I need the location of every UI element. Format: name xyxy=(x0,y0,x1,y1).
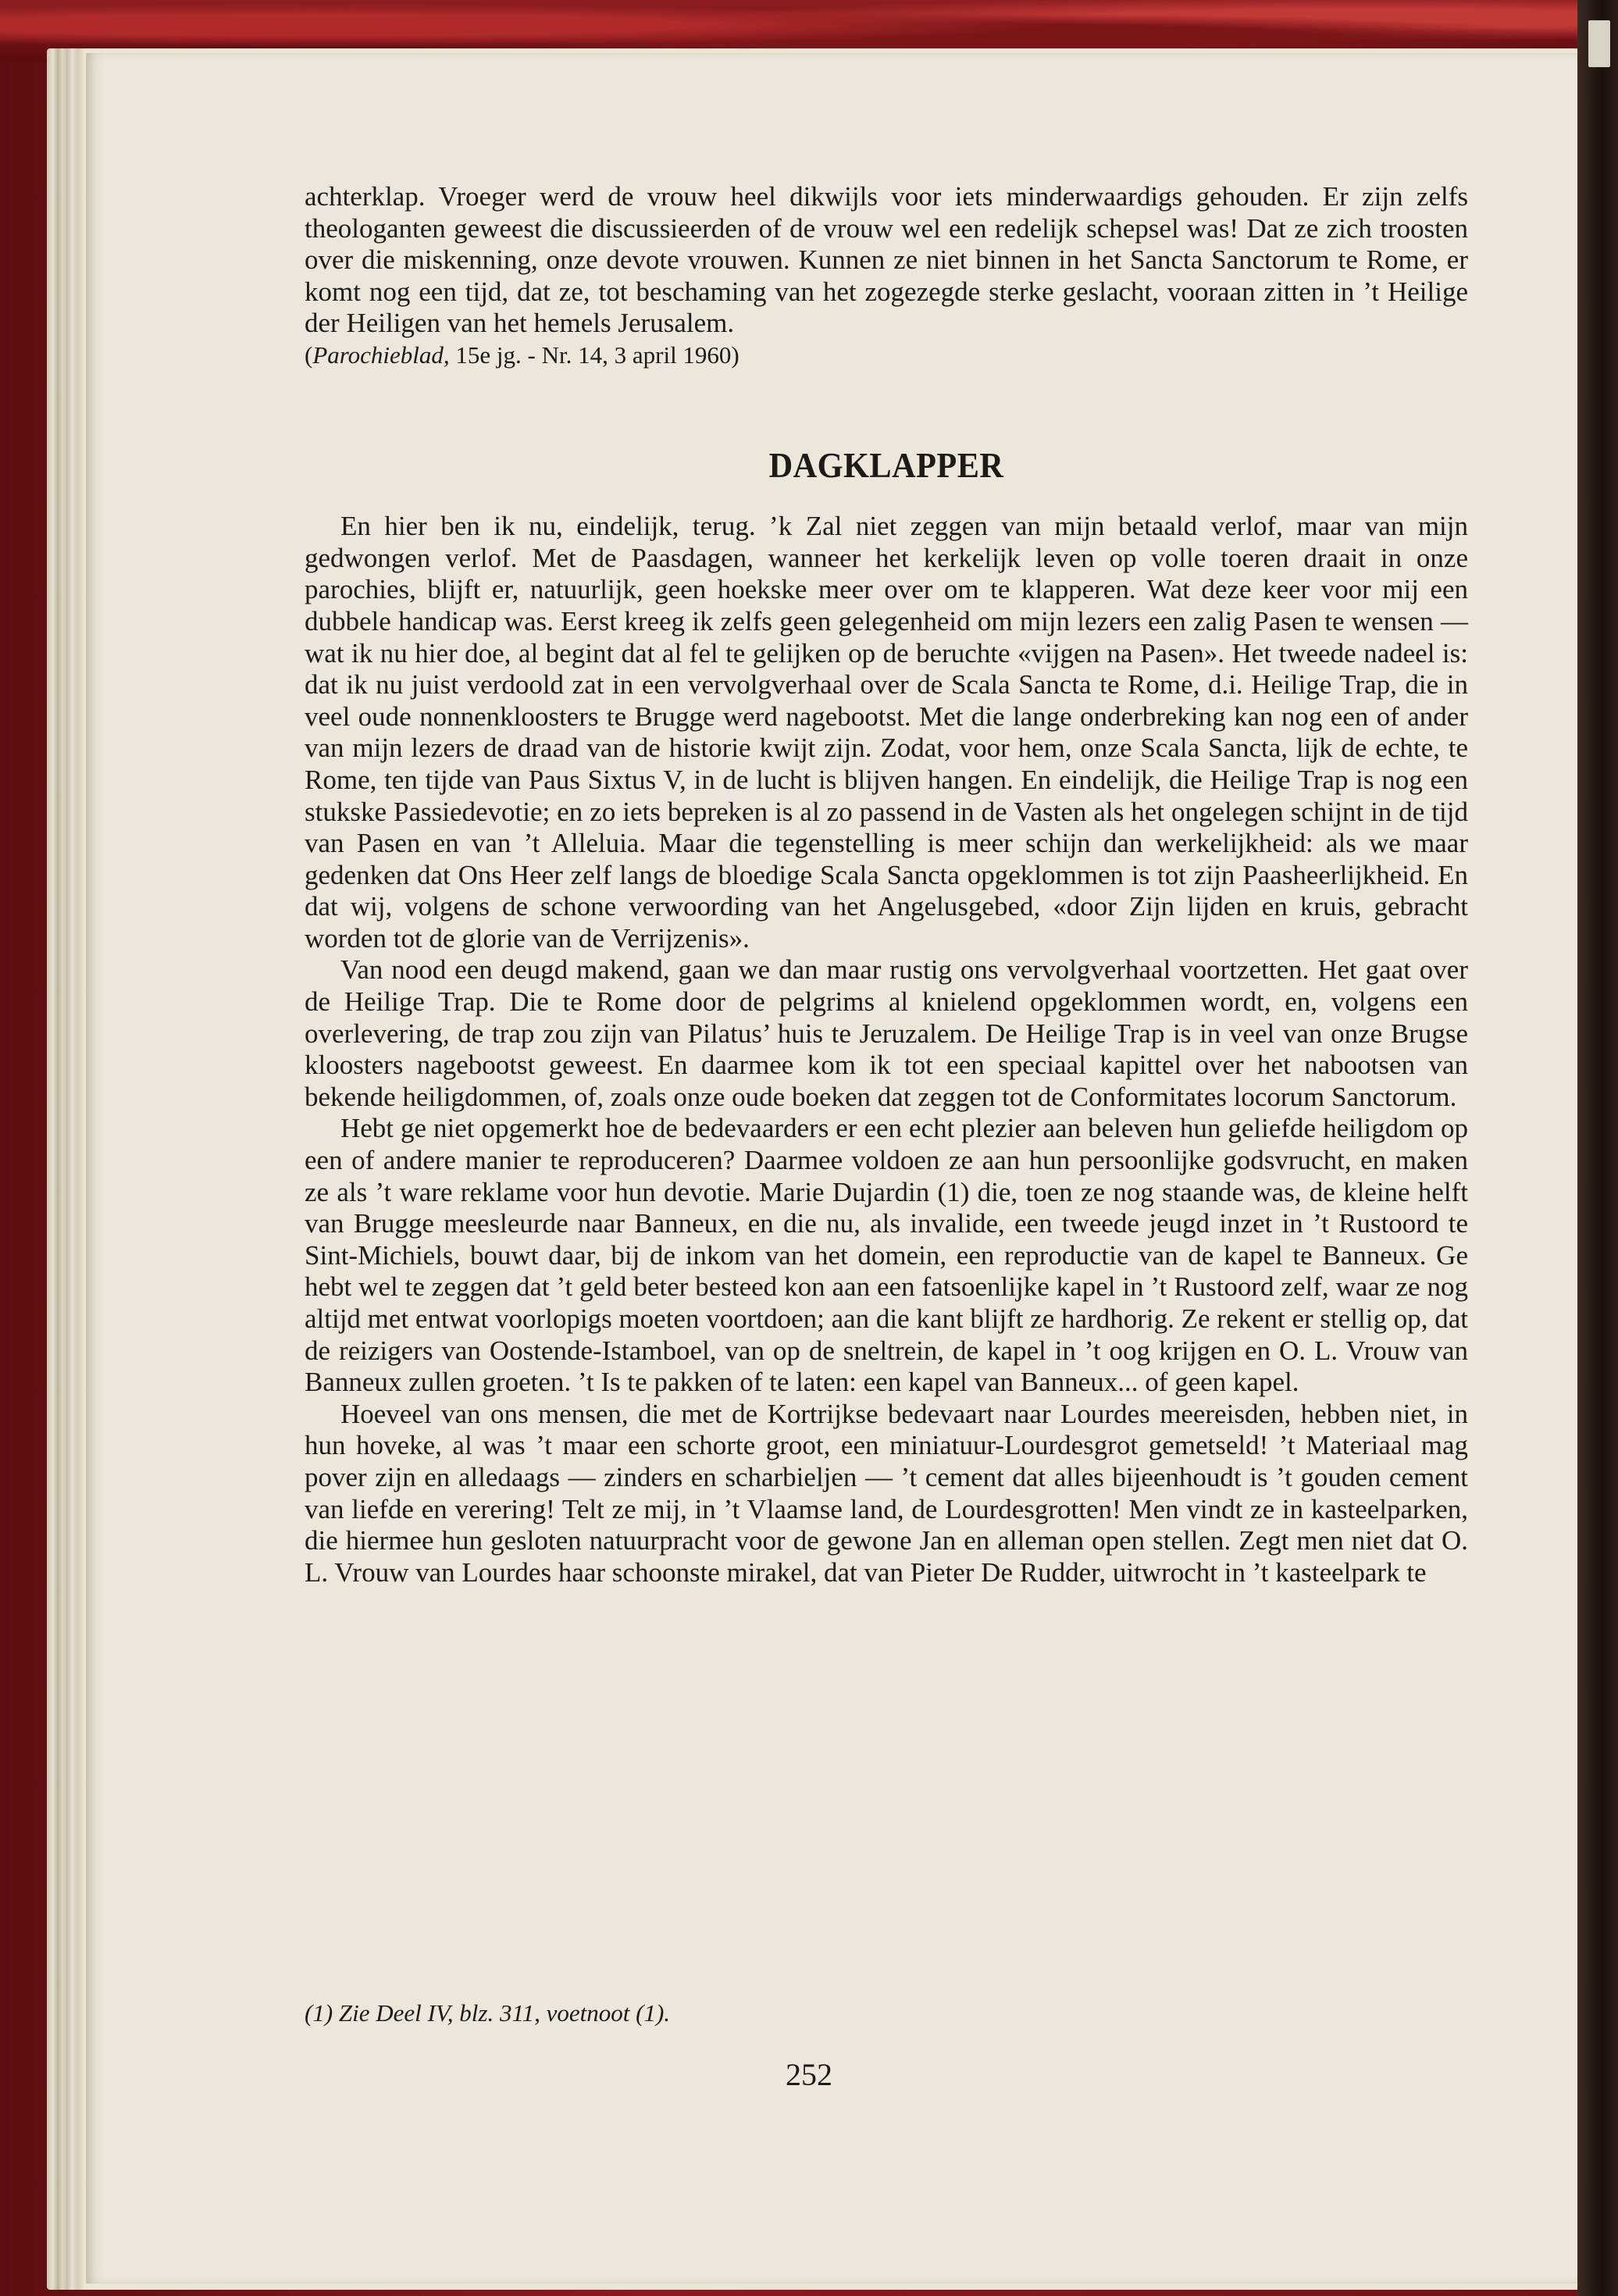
citation-details: 15e jg. - Nr. 14, 3 april 1960) xyxy=(449,340,740,369)
page-number: 252 xyxy=(786,2057,832,2092)
citation xyxy=(305,340,1468,372)
book-spine xyxy=(1577,0,1618,2296)
footnote: (1) Zie Deel IV, blz. 311, voetnoot (1). xyxy=(305,1999,671,2027)
body-paragraph-3: Hebt ge niet opgemerkt hoe de bedevaarders er een echt plezier aan beleven hun geliefde heiligdom op een of andere manier te reproduceren? Daarmee voldoen ze aan hun persoonlijke godsvrucht, en maken ze als ’t ware reklame voor hun devotie. Marie Dujardin (1) die, toen ze nog staande was, de kleine helft van Brugge meesleurde naar Banneux, en die nu, als invalide, een tweede jeugd inzet in ’t Rustoord te Sint-Michiels, bouwt daar, bij de inkom van het domein, een reproductie van de kapel te Banneux. Ge hebt wel te zeggen dat ’t geld beter besteed kon aan een fatsoenlijke kapel in ’t Rustoord zelf, waar ze nog altijd met entwat voorlopigs moeten voortdoen; aan die kant blijft ze hardhorig. Ze rekent er stellig op, dat de reizigers van Oostende-Istamboel, van op de sneltrein, de kapel in ’t oog krijgen en O. L. Vrouw van Banneux zullen groeten. ’t Is te pakken of te laten: een kapel van Banneux... of geen kapel. xyxy=(305,1113,1468,1398)
body-paragraph-4: Hoeveel van ons mensen, die met de Kortrijkse bedevaart naar Lourdes meereisden, hebben niet, in hun hoveke, al was ’t maar een schorte groot, een miniatuur-Lourdesgrot gemetseld! ’t Materiaal mag pover zijn en alledaags — zinders en scharbieljen — ’t cement dat alles bijeenhoudt is ’t gouden cement van liefde en verering! Telt ze mij, in ’t Vlaamse land, de Lourdesgrotten! Men vindt ze in kasteelparken, die hiermee hun gesloten natuurpracht voor de gewone Jan en alleman open stellen. Zegt men niet dat O. L. Vrouw van Lourdes haar schoonste mirakel, dat van Pieter De Rudder, uitwrocht in ’t kasteelpark te xyxy=(305,1398,1468,1588)
body-paragraph-1: En hier ben ik nu, eindelijk, terug. ’k Zal niet zeggen van mijn betaald verlof, maar van mijn gedwongen verlof. Met de Paasdagen, wanneer het kerkelijk leven op volle toeren draait in onze parochies, blijft er, natuurlijk, geen hoekske meer over om te klapperen. Wat deze keer voor mij een dubbele handicap was. Eerst kreeg ik zelfs geen gelegenheid om mijn lezers een zalig Pasen te wensen — wat ik nu hier doe, al begint dat al fel te gelijken op de beruchte «vijgen na Pasen». Het tweede nadeel is: dat ik nu juist verdoold zat in een vervolgverhaal over de Scala Sancta te Rome, d.i. Heilige Trap, die in veel oude nonnenkloosters te Brugge werd nagebootst. Met die lange onderbreking kan nog een of ander van mijn lezers de draad van de historie kwijt zijn. Zodat, voor hem, onze Scala Sancta, lijk de echte, te Rome, ten tijde van Paus Sixtus V, in de lucht is blijven hangen. En eindelijk, die Heilige Trap is nog een stukske Passiedevotie; en zo iets bepreken is al zo passend in de Vasten als het ongelegen schijnt in de tijd van Pasen en van ’t Alleluia. Maar die tegenstelling is meer schijn dan werkelijkheid: als we maar gedenken dat Ons Heer zelf langs de bloedige Scala Sancta opgeklommen is tot zijn Paasheerlijkheid. En dat wij, volgens de schone verwoording van het Angelusgebed, «door Zijn lijden en kruis, gebracht worden tot de glorie van de Verrijzenis». xyxy=(305,511,1468,954)
citation-open: ( xyxy=(305,340,313,369)
section-title: DAGKLAPPER xyxy=(768,444,1004,485)
body-paragraph-2: Van nood een deugd makend, gaan we dan maar rustig ons vervolgverhaal voortzetten. Het gaat over de Heilige Trap. Die te Rome door de pelgrims al knielend opgeklommen wordt, en, volgens een overlevering, de trap zou zijn van Pilatus’ huis te Jeruzalem. De Heilige Trap is in veel van onze Brugse kloosters nagebootst geweest. En daarmee kom ik tot een speciaal kapittel over het nabootsen van bekende heiligdommen, of, zoals onze oude boeken dat zeggen tot de Conformitates locorum Sanctorum. xyxy=(305,954,1468,1112)
page-tab xyxy=(1588,20,1610,67)
intro-paragraph: achterklap. Vroeger werd de vrouw heel dikwijls voor iets minderwaardigs gehouden. Er zijn zelfs theologanten geweest die discussieerden of de vrouw wel een redelijk schepsel was! Dat ze zich troosten over die miskenning, onze devote vrouwen. Kunnen ze niet binnen in het Sancta Sanctorum te Rome, er komt nog een tijd, dat ze, tot beschaming van het zogezegde sterke geslacht, vooraan zitten in ’t Heilige der Heiligen van het hemels Jerusalem. xyxy=(305,181,1468,339)
page-content xyxy=(305,181,1468,1588)
citation-source: Parochieblad, xyxy=(312,340,450,369)
